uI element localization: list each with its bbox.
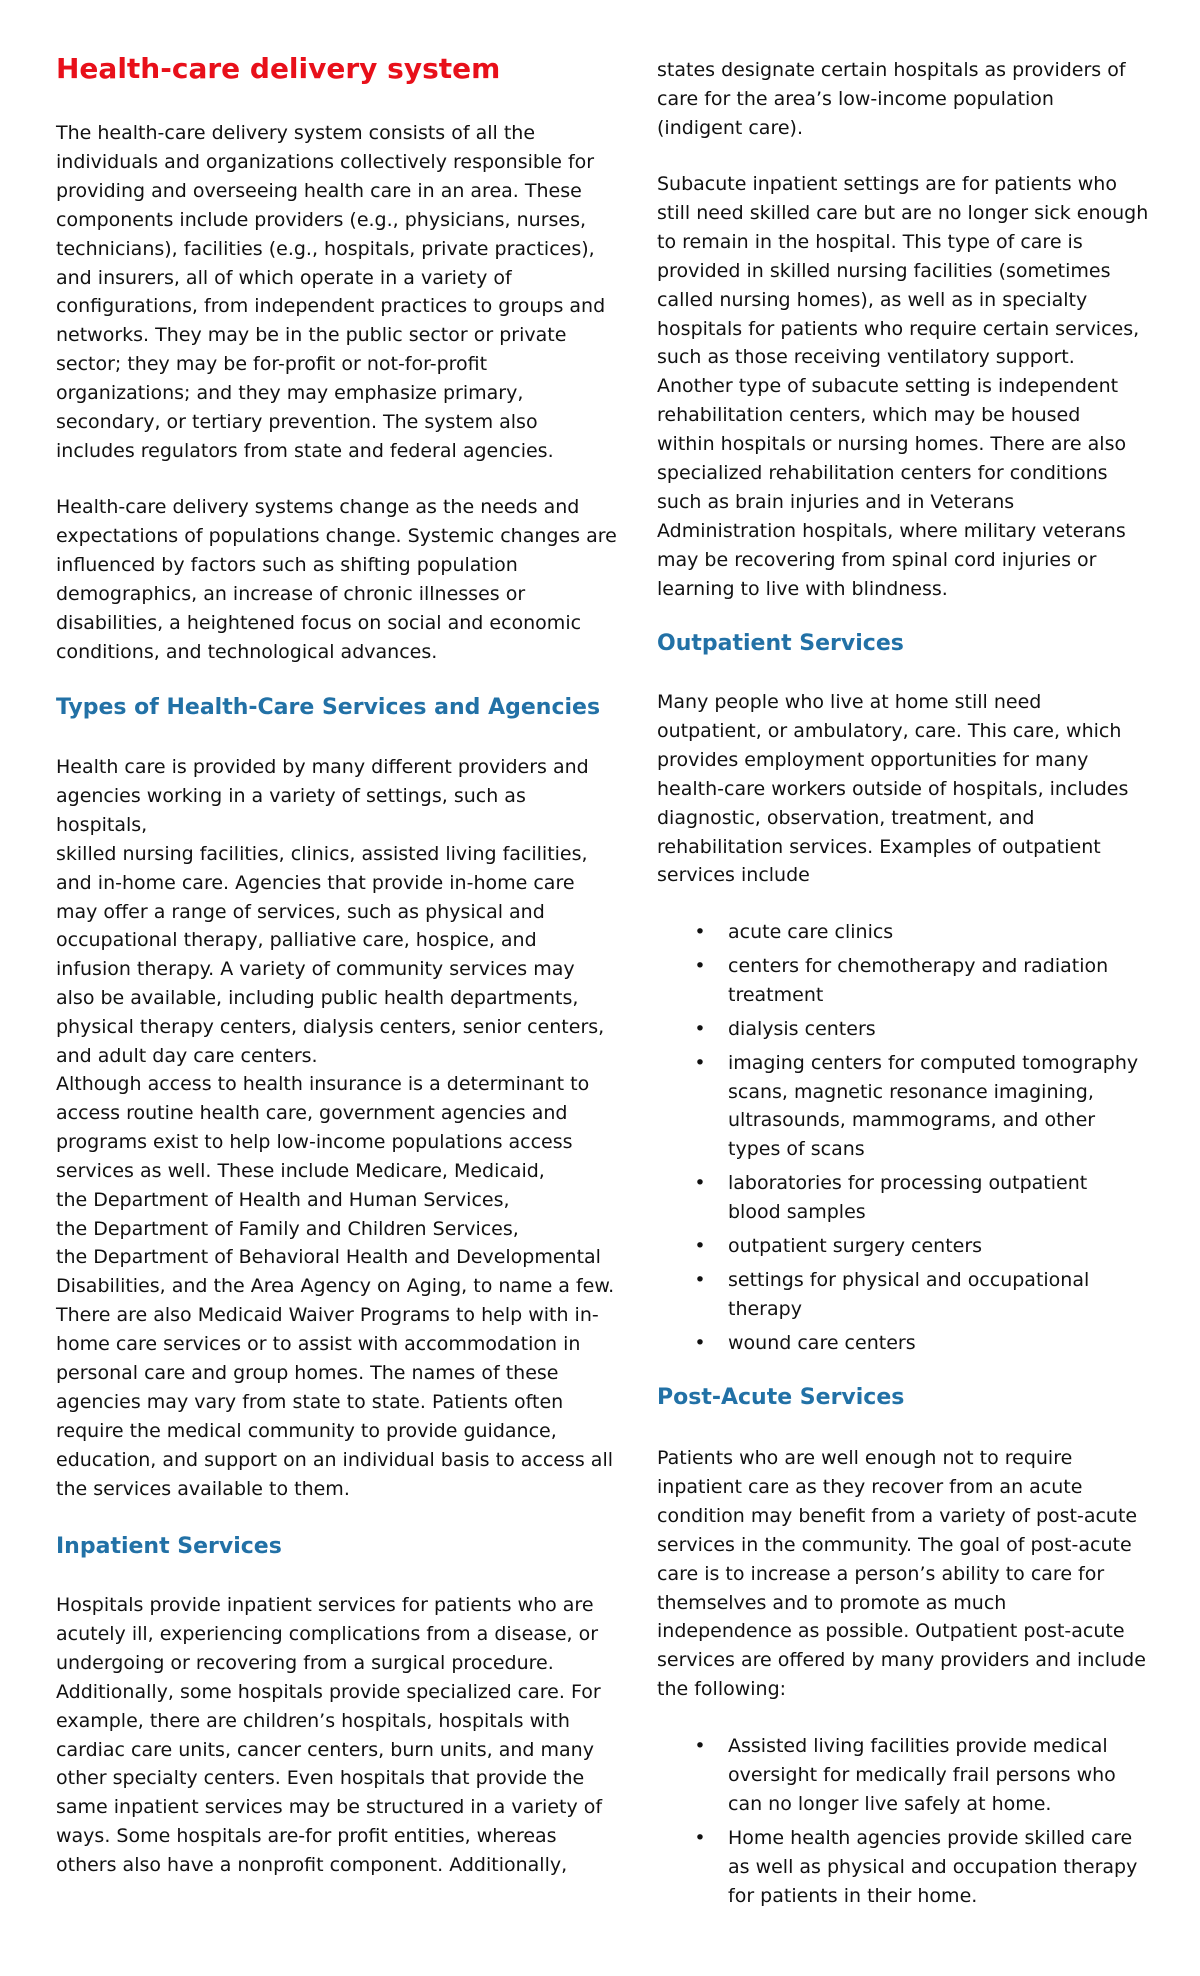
list-item-text: imaging centers for computed tomography scans, magnetic resonance imagining, ultrasounds, mammograms, and other types of scans <box>728 1051 1139 1161</box>
intro-paragraph-1: The health-care delivery system consists of all the individuals and organizations collectively responsible for providing and overseeing health care in an area. These components include providers (e.g., physicians, nurses, technicians), facilities (e.g., hospitals, private practices), and insurers, all of which operate in a variety of configurations, from independent practices to groups and networks. They may be in the public sector or private sector; they may be for-profit or not-for-profit organizations; and they may emphasize primary, secondary, or tertiary prevention. The system also includes regulators from state and federal agencies. <box>56 122 606 462</box>
bullet-icon: • <box>694 1235 706 1258</box>
list-item-text: outpatient surgery centers <box>728 1235 983 1258</box>
list-item <box>657 1169 1159 1227</box>
document-title: Health-care delivery system <box>56 52 501 85</box>
list-item-text: laboratories for processing outpatient blood samples <box>728 1172 1088 1224</box>
outpatient-paragraph: Many people who live at home still need outpatient, or ambulatory, care. This care, which provides employment opportunities for many health-care workers outside of hospitals, includes diagnostic, observation, treatment, and rehabilitation services. Examples of outpatient services include <box>657 691 1129 887</box>
list-item-text: Assisted living facilities provide medical oversight for medically frail persons who can no longer live safely at home. <box>728 1735 1116 1815</box>
types-paragraph-2: Although access to health insurance is a determinant to access routine health care, government agencies and programs exist to help low-income populations access services as well. These include Medicare, Medicaid, the Department of Health and Human Services, the Department of Family and Children Services, the Department of Behavioral Health and Developmental Disabilities, and the Area Agency on Aging, to name a few. There are also Medicaid Waiver Programs to help with in- home care services or to assist with accommodation in personal care and group homes. The names of these agencies may vary from state to state. Patients often require the medical community to provide guidance, education, and support on an individual basis to access all the services available to them. <box>56 1073 615 1500</box>
bullet-icon: • <box>694 954 706 977</box>
bullet-icon: • <box>694 1826 706 1849</box>
list-item-text: centers for chemotherapy and radiation treatment <box>728 954 1109 1006</box>
bullet-icon: • <box>694 1331 706 1354</box>
list-item <box>657 1824 1159 1911</box>
bullet-icon: • <box>694 1051 706 1074</box>
list-item-text: dialysis centers <box>728 1017 876 1040</box>
list-item-text: acute care clinics <box>728 921 894 943</box>
list-item <box>657 952 1159 1010</box>
bullet-icon: • <box>694 1017 706 1040</box>
subacute-paragraph: Subacute inpatient settings are for patients who still need skilled care but are no longer sick enough to remain in the hospital. This type of care is provided in skilled nursing facilities (sometimes called nursing homes), as well as in specialty hospitals for patients who require certain services, such as those receiving ventilatory support. Another type of subacute setting is independent rehabilitation centers, which may be housed within hospitals or nursing homes. There are also specialized rehabilitation centers for conditions such as brain injuries and in Veterans Administration hospitals, where military veterans may be recovering from spinal cord injuries or learning to live with blindness. <box>657 173 1149 600</box>
types-paragraph-1: Health care is provided by many different providers and agencies working in a variety of settings, such as hospitals, skilled nursing facilities, clinics, assisted living facilities, and in-home care. Agencies that provide in-home care may offer a range of services, such as physical and occupational therapy, palliative care, hospice, and infusion therapy. A variety of community services may also be available, including public health departments, physical therapy centers, dialysis centers, senior centers, and adult day care centers. <box>56 756 605 1068</box>
outpatient-service-list <box>657 918 1159 1358</box>
list-item <box>657 1329 1159 1358</box>
inpatient-paragraph-part1: Hospitals provide inpatient services for patients who are acutely ill, experiencing complications from a disease, or undergoing or recovering from a surgical procedure. Additionally, some hospitals provide specialized care. For example, there are children’s hospitals, hospitals with cardiac care units, cancer centers, burn units, and many other specialty centers. Even hospitals that provide the same inpatient services may be structured in a variety of ways. Some hospitals are-for profit entities, whereas others also have a nonprofit component. Additionally, <box>56 1594 603 1877</box>
list-item <box>657 1732 1159 1819</box>
bullet-icon: • <box>694 1735 706 1757</box>
inpatient-heading: Inpatient Services <box>56 1534 282 1559</box>
list-item-text: wound care centers <box>728 1331 916 1354</box>
list-item-text: Home health agencies provide skilled care as well as physical and occupation therapy for patients in their home. <box>728 1826 1138 1907</box>
outpatient-heading: Outpatient Services <box>657 631 904 656</box>
list-item <box>657 1266 1159 1324</box>
list-item <box>657 1232 1159 1261</box>
list-item <box>657 918 1159 947</box>
postacute-paragraph: Patients who are well enough not to require inpatient care as they recover from an acute condition may benefit from a variety of post-acute services in the community. The goal of post-acute care is to increase a person’s ability to care for themselves and to promote as much independence as possible. Outpatient post-acute services are offered by many providers and include the following: <box>657 1447 1146 1701</box>
bullet-icon: • <box>694 1268 706 1291</box>
types-heading: Types of Health-Care Services and Agencies <box>56 695 601 720</box>
list-item <box>657 1049 1159 1165</box>
intro-paragraph-2: Health-care delivery systems change as the needs and expectations of populations change. Systemic changes are influenced by factors such as shifting population demographics, an increase of chronic illnesses or disabilities, a heightened focus on social and economic conditions, and technological advances. <box>56 496 617 663</box>
bullet-icon: • <box>694 1172 706 1195</box>
postacute-heading: Post-Acute Services <box>657 1385 905 1410</box>
list-item-text: settings for physical and occupational therapy <box>728 1268 1090 1320</box>
list-item <box>657 1015 1159 1044</box>
inpatient-paragraph-part2: states designate certain hospitals as providers of care for the area’s low-income population (indigent care). <box>657 59 1126 139</box>
postacute-service-list <box>657 1732 1159 1910</box>
bullet-icon: • <box>694 921 706 943</box>
